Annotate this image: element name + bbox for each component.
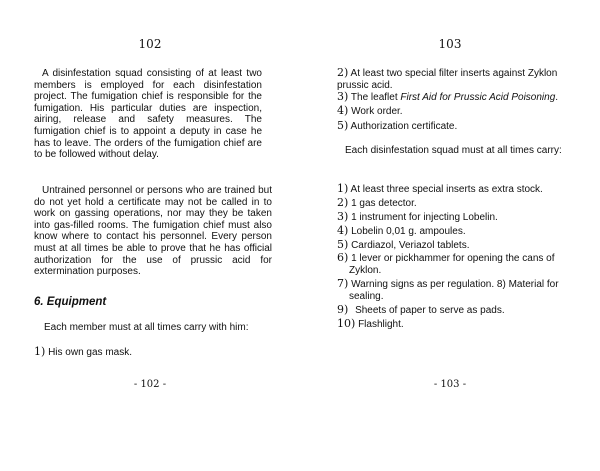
list-text: Warning signs as per regulation. 8) Material for sealing. (349, 279, 559, 302)
paragraph-squad: A disinfestation squad consisting of at least two members is employed for each disinfestation project. The fumigation chief is responsible for the fumigation. His particular duties are inspection, airing, release and safety measures. The fumigation chief is to appoint a deputy in case he has to leave. The orders of the fumigation chief are to be followed without delay. (34, 68, 262, 161)
list-item (337, 67, 567, 91)
page-number-top: 103 (438, 37, 462, 51)
list-text: At least two special filter inserts against Zyklon prussic acid. (337, 68, 558, 91)
list-text: Authorization certificate. (350, 121, 458, 132)
list-number: 1) (337, 182, 349, 195)
list-item (337, 183, 543, 196)
list-number: 10) (337, 317, 356, 330)
list-text: Work order. (351, 106, 403, 117)
list-item (337, 91, 577, 104)
list-text: 1 gas detector. (351, 198, 417, 209)
list-number: 2) (337, 66, 349, 79)
list-item (337, 197, 417, 210)
list-text: Sheets of paper to serve as pads. (355, 305, 505, 316)
right-page (300, 0, 600, 471)
list-text: At least three special inserts as extra stock. (350, 184, 543, 195)
list-number: 3) (337, 90, 349, 103)
page-number-top: 102 (138, 37, 162, 51)
list-number: 1) (34, 345, 46, 358)
list-number: 3) (337, 210, 349, 223)
list-item (337, 239, 469, 252)
list-item (337, 318, 404, 331)
list-number: 2) (337, 196, 349, 209)
list-number: 7) (337, 277, 349, 290)
list-number: 5) (337, 119, 349, 132)
list-number: 9) (337, 303, 349, 316)
list-item (337, 304, 505, 317)
list-number: 4) (337, 104, 349, 117)
paragraph-squad-carry: Each disinfestation squad must at all times carry: (345, 145, 562, 156)
list-text: 1 instrument for injecting Lobelin. (351, 212, 498, 223)
list-text: Lobelin 0,01 g. ampoules. (351, 226, 466, 237)
list-text: His own gas mask. (48, 347, 132, 358)
paragraph-personnel: Untrained personnel or persons who are trained but do not yet hold a certificate may not be called in to work on gassing operations, nor may they be taken into gas-filled rooms. The fumigation chief must also know where to contact his personnel. Every person must at all times be able to prove that he has official authorization for the use of prussic acid for extermination purposes. (34, 185, 272, 278)
list-text-italic: First Aid for Prussic Acid Poisoning (400, 92, 556, 103)
list-item (337, 252, 581, 276)
list-item (337, 225, 466, 238)
list-item (34, 346, 132, 359)
section-heading: 6. Equipment (34, 296, 107, 308)
paragraph-carry: Each member must at all times carry with him: (44, 322, 249, 333)
list-item (337, 278, 581, 302)
list-text: 1 lever or pickhammer for opening the cans of Zyklon. (349, 253, 555, 276)
list-item (337, 105, 403, 118)
list-number: 4) (337, 224, 349, 237)
list-item (337, 120, 457, 133)
list-text: Flashlight. (358, 319, 404, 330)
list-number: 5) (337, 238, 349, 251)
list-number: 6) (337, 251, 349, 264)
list-text: Cardiazol, Veriazol tablets. (351, 240, 470, 251)
page-footer: - 103 - (433, 379, 467, 390)
list-text: The leaflet (350, 92, 401, 103)
list-text-end: . (555, 92, 559, 103)
list-item (337, 211, 498, 224)
page-footer: - 102 - (133, 379, 167, 390)
